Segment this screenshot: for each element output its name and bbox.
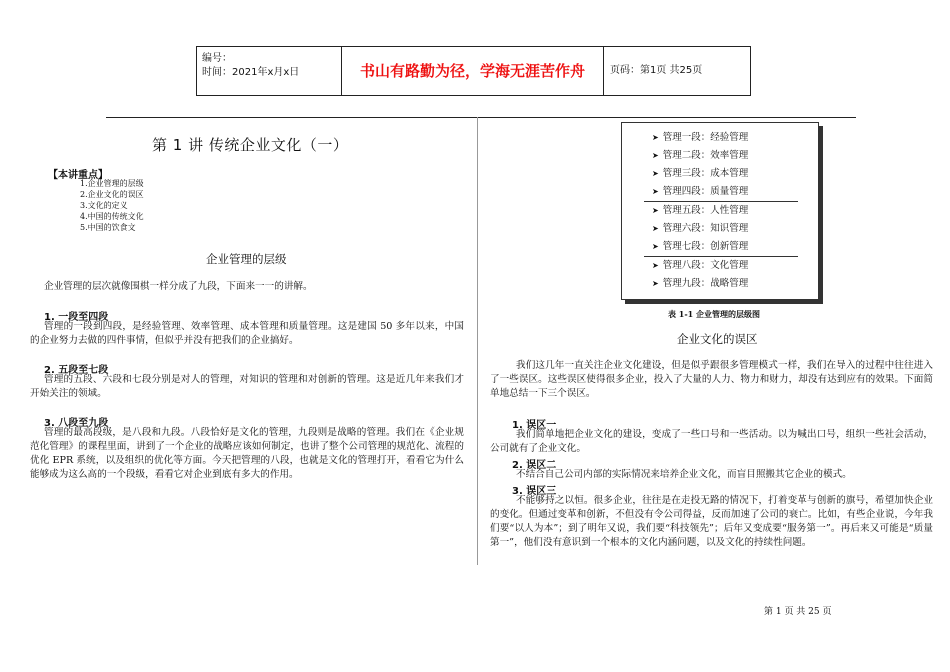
key-points-list — [80, 178, 144, 233]
key-point: 1.企业管理的层级 — [80, 179, 144, 188]
arrow-right-icon: ➤ — [652, 187, 659, 196]
block-heading: 3. 误区三 — [512, 486, 557, 497]
figure-item: ➤ 管理七段：创新管理 — [652, 238, 818, 256]
figure-item: ➤ 管理八段：文化管理 — [652, 257, 818, 275]
block-text: 管理的五段、六段和七段分别是对人的管理，对知识的管理和对创新的管理。这是近几年来我们才开始关注的领域。 — [30, 374, 464, 399]
top-rule — [106, 117, 856, 118]
figure-item: ➤ 管理六段：知识管理 — [652, 220, 818, 238]
key-point: 4.中国的传统文化 — [80, 212, 144, 221]
number-label: 编号： — [202, 53, 232, 64]
figure-item: ➤ 管理九段：战略管理 — [652, 275, 818, 293]
arrow-right-icon: ➤ — [652, 133, 659, 142]
levels-intro: 企业管理的层次就像围棋一样分成了九段，下面来一一的讲解。 — [44, 281, 313, 292]
block-text: 我们简单地把企业文化的建设，变成了一些口号和一些活动。以为喊出口号，组织一些社会活动，公司就有了企业文化。 — [490, 429, 933, 454]
time-label: 时间：2021年x月x日 — [202, 67, 300, 78]
key-points-label: 【本讲重点】 — [48, 170, 108, 181]
block-text: 管理的一段到四段，是经验管理、效率管理、成本管理和质量管理。这是建国 50 多年以来，中国的企业努力去做的四件事情，但似乎并没有把我们的企业搞好。 — [30, 321, 464, 346]
block-heading: 1. 一段至四段 — [44, 312, 109, 323]
header-meta — [196, 46, 342, 96]
figure-item: ➤ 管理三段：成本管理 — [652, 165, 818, 183]
section-title-levels: 企业管理的层级 — [206, 252, 287, 266]
figure-item: ➤ 管理一段：经验管理 — [652, 129, 818, 147]
block-heading: 1. 误区一 — [512, 420, 557, 431]
arrow-right-icon: ➤ — [652, 261, 659, 270]
arrow-right-icon: ➤ — [652, 151, 659, 160]
pitfalls-intro: 我们这几年一直关注企业文化建设，但是似乎跟很多管理模式一样，我们在导入的过程中往往进入了一些误区。这些误区使得很多企业，投入了大量的人力、物力和财力，却没有达到应有的效果。下面简单地总结一下三个误区。 — [490, 360, 933, 399]
arrow-right-icon: ➤ — [652, 279, 659, 288]
figure-caption: 表 1-1 企业管理的层级图 — [668, 309, 761, 319]
key-point: 2.企业文化的误区 — [80, 190, 144, 199]
figure-item: ➤ 管理五段：人性管理 — [652, 202, 818, 220]
block-text: 不能够持之以恒。很多企业，往往是在走投无路的情况下，打着变革与创新的旗号，希望加快企业的变化。但通过变革和创新，不但没有令公司得益，反而加速了公司的衰亡。比如，有些企业说，今年我们要“以人为本”；到了明年又说，我们要“科技领先”；后年又变成要“服务第一”。再后来又可能是“质量第一”，他们没有意识到一个根本的文化内涵问题，以及文化的持续性问题。 — [490, 495, 933, 548]
header-motto: 书山有路勤为径，学海无涯苦作舟 — [342, 46, 604, 96]
block-heading: 2. 误区二 — [512, 460, 557, 471]
arrow-right-icon: ➤ — [652, 169, 659, 178]
key-point: 3.文化的定义 — [80, 201, 128, 210]
arrow-right-icon: ➤ — [652, 206, 659, 215]
figure-item: ➤ 管理四段：质量管理 — [652, 183, 818, 201]
header-page-info: 页码：第1页 共25页 — [610, 65, 703, 76]
arrow-right-icon: ➤ — [652, 242, 659, 251]
block-text: 不结合自己公司内部的实际情况来培养企业文化，而盲目照搬其它企业的模式。 — [516, 469, 852, 480]
lesson-title: 第 1 讲 传统企业文化（一） — [152, 136, 349, 154]
management-levels-figure — [621, 122, 819, 300]
figure-item: ➤ 管理二段：效率管理 — [652, 147, 818, 165]
arrow-right-icon: ➤ — [652, 224, 659, 233]
block-heading: 3. 八段至九段 — [44, 418, 109, 429]
block-heading: 2. 五段至七段 — [44, 365, 109, 376]
section-title-pitfalls: 企业文化的误区 — [677, 332, 758, 346]
key-point: 5.中国的饮食文 — [80, 223, 136, 232]
column-divider — [477, 117, 478, 565]
footer-page-info: 第 1 页 共 25 页 — [764, 607, 832, 617]
block-text: 管理的最高段级，是八段和九段。八段恰好是文化的管理，九段则是战略的管理。我们在《企业规范化管理》的课程里面，讲到了一个企业的战略应该如何制定，也讲了整个公司管理的规范化、流程的优化 EPR 系统，以及组织的优化等方面。今天把管理的八段，也就是文化的管理打开，看看它为什么能够成为这么高的一个段级，看看它对企业到底有多大的作用。 — [30, 427, 464, 480]
